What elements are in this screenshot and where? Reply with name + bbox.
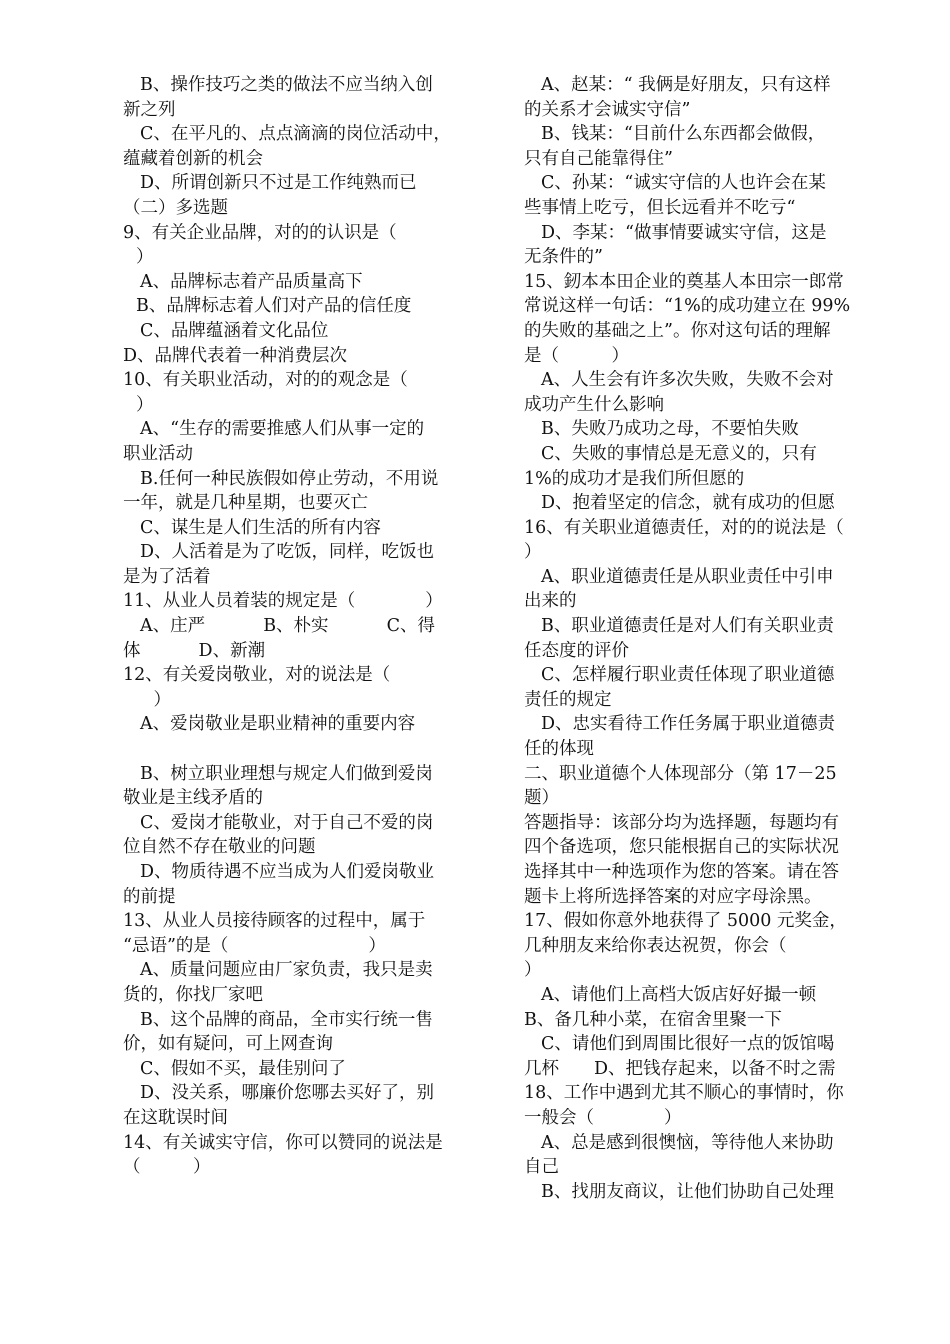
left-column-line: C、在平凡的、点点滴滴的岗位活动中， [140, 124, 451, 145]
left-column-line: 10、有关职业活动，对的的观念是（ [123, 370, 408, 391]
right-column-line: C、失败的事情总是无意义的，只有 [541, 443, 817, 464]
right-column-line: 二、职业道德个人体现部分（第 17－25 [524, 763, 837, 784]
left-column-line: 12、有关爱岗敬业，对的说法是（ [123, 665, 391, 686]
left-column-line: B、品牌标志着人们对产品的信任度 [136, 296, 412, 317]
left-column-line: C、假如不买，最佳别问了 [140, 1058, 346, 1079]
left-column-line: 位自然不存在敬业的问题 [123, 837, 316, 858]
left-column-line: A、品牌标志着产品质量高下 [140, 271, 363, 292]
right-column-line: 出来的 [524, 591, 577, 612]
left-column-line: C、品牌蕴涵着文化品位 [140, 320, 329, 341]
right-column-line: 常说这样一句话：“1%的成功建立在 99% [524, 296, 851, 317]
right-column-line: 四个备选项，您只能根据自己的实际状况 [524, 837, 839, 858]
left-column-line: 新之列 [123, 99, 176, 120]
right-column-line: A、赵某：“ 我俩是好朋友，只有这样 [541, 75, 831, 95]
right-column-line: D、李某：“做事情要诚实守信，这是 [541, 222, 827, 243]
left-column-line: 的前提 [123, 886, 176, 907]
right-column-line: 1%的成功才是我们所但愿的 [524, 468, 745, 489]
right-column-line: D、抱着坚定的信念，就有成功的但愿 [541, 493, 836, 514]
right-column-line: 的失败的基础之上”。你对这句话的理解 [524, 320, 831, 341]
left-column-line: 14、有关诚实守信，你可以赞同的说法是 [123, 1132, 443, 1153]
left-column-line: D、品牌代表着一种消费层次 [123, 345, 348, 366]
left-column-line [123, 737, 473, 762]
right-column-line: 责任的规定 [524, 689, 612, 710]
left-column-line: D、所谓创新只不过是工作纯熟而已 [140, 173, 417, 194]
right-column-line: 一般会（ ） [524, 1107, 682, 1128]
left-column-line: C、谋生是人们生活的所有内容 [140, 517, 381, 538]
left-column-line: （二）多选题 [123, 197, 228, 218]
right-column-line: C、怎样履行职业责任体现了职业道德 [541, 665, 835, 686]
right-column-line: 几杯 D、把钱存起来，以备不时之需 [524, 1058, 836, 1079]
left-column-line: D、没关系，哪廉价您哪去买好了，别 [140, 1083, 435, 1104]
left-column-line: ） [136, 689, 171, 710]
right-column-line: B、找朋友商议，让他们协助自己处理 [541, 1181, 834, 1202]
left-column-line: “忌语”的是（ ） [123, 935, 386, 956]
left-column-line: ） [136, 394, 154, 415]
left-column-line: ） [136, 247, 154, 268]
right-column-line: C、请他们到周围比很好一点的饭馆喝 [541, 1034, 835, 1055]
right-column-line: B、职业道德责任是对人们有关职业责 [541, 616, 834, 637]
right-column-line: 18、工作中遇到尤其不顺心的事情时，你 [524, 1083, 844, 1104]
left-column-line: 体 D、新潮 [123, 640, 266, 661]
right-column-line: D、忠实看待工作任务属于职业道德责 [541, 714, 836, 735]
left-column-line: B.任何一种民族假如停止劳动，不用说 [140, 468, 439, 489]
right-column-line: A、人生会有许多次失败，失败不会对 [541, 370, 834, 391]
right-column-line: 题） [524, 788, 559, 809]
left-column [123, 73, 473, 1180]
left-column-line: （ ） [123, 1157, 211, 1178]
left-column-line: 一年，就是几种星期，也要灭亡 [123, 493, 368, 514]
left-column-line: 价，如有疑问，可上网查询 [123, 1034, 333, 1055]
right-column-line: ） [524, 542, 542, 563]
right-column-line: 选择其中一种选项作为您的答案。请在答 [524, 862, 839, 882]
right-column-line: 15、釰本本田企业的奠基人本田宗一郎常 [524, 271, 844, 292]
left-column-line: 在这耽误时间 [123, 1107, 228, 1128]
left-column-line: C、爱岗才能敬业，对于自己不爱的岗 [140, 812, 434, 833]
right-column-line: 自己 [524, 1157, 559, 1178]
right-column-line: A、职业道德责任是从职业责任中引申 [541, 566, 834, 587]
right-column-line: 的关系才会诚实守信” [524, 99, 691, 120]
right-column-line: 些事情上吃亏，但长远看并不吃亏“ [524, 197, 796, 218]
left-column-line: 蕴藏着创新的机会 [123, 148, 263, 169]
left-column-line: 11、从业人员着装的规定是（ ） [123, 591, 443, 612]
right-column-line: 成功产生什么影响 [524, 394, 664, 415]
right-column-line: C、孙某：“诚实守信的人也许会在某 [541, 173, 826, 194]
left-column-line: 货的，你找厂家吧 [123, 984, 263, 1005]
right-column-line: A、请他们上高档大饭店好好撮一顿 [541, 984, 817, 1005]
right-column-line: 无条件的” [524, 247, 603, 268]
right-column-line: 答题指导：该部分均为选择题，每题均有 [524, 812, 839, 833]
right-column-line: 17、假如你意外地获得了 5000 元奖金， [524, 911, 847, 932]
left-column-line: B、操作技巧之类的做法不应当纳入创 [140, 75, 433, 95]
right-column-line: 几种朋友来给你表达祝贺，你会（ [524, 935, 787, 956]
right-column-line: ） [524, 960, 542, 981]
right-column-line: 任的体现 [524, 739, 594, 760]
left-column-line: 敬业是主线矛盾的 [123, 788, 263, 809]
left-column-line: 职业活动 [123, 443, 193, 464]
left-column-line: A、爱岗敬业是职业精神的重要内容 [140, 714, 416, 735]
left-column-line: 9、有关企业品牌，对的的认识是（ [123, 222, 397, 243]
right-column-line: B、备几种小菜，在宿舍里聚一下 [524, 1009, 782, 1030]
left-column-line: 是为了活着 [123, 566, 211, 587]
right-column-line: 只有自己能靠得住” [524, 148, 673, 169]
left-column-line: D、人活着是为了吃饭，同样，吃饭也 [140, 542, 435, 563]
right-column-line: 是（ ） [524, 345, 629, 366]
left-column-line: A、质量问题应由厂家负责，我只是卖 [140, 960, 433, 981]
right-column-line: A、总是感到很懊恼，等待他人来协助 [541, 1132, 834, 1153]
right-column-line: 16、有关职业道德责任，对的的说法是（ [524, 517, 844, 538]
left-column-line: A、“生存的需要推感人们从事一定的 [140, 419, 425, 440]
right-column-line: B、失败乃成功之母，不要怕失败 [541, 419, 799, 440]
left-column-line: B、树立职业理想与规定人们做到爱岗 [140, 763, 433, 784]
right-column-line: 任态度的评价 [524, 640, 629, 661]
left-column-line: A、庄严 B、朴实 C、得 [140, 616, 436, 637]
right-column-line: 题卡上将所选择答案的对应字母涂黑。 [524, 886, 822, 907]
right-column [524, 73, 876, 1204]
left-column-line: D、物质待遇不应当成为人们爱岗敬业 [140, 862, 435, 882]
left-column-line: B、这个品牌的商品，全市实行统一售 [140, 1009, 433, 1030]
right-column-line: B、钱某：“目前什么东西都会做假， [541, 124, 826, 145]
left-column-line: 13、从业人员接待顾客的过程中，属于 [123, 911, 426, 932]
